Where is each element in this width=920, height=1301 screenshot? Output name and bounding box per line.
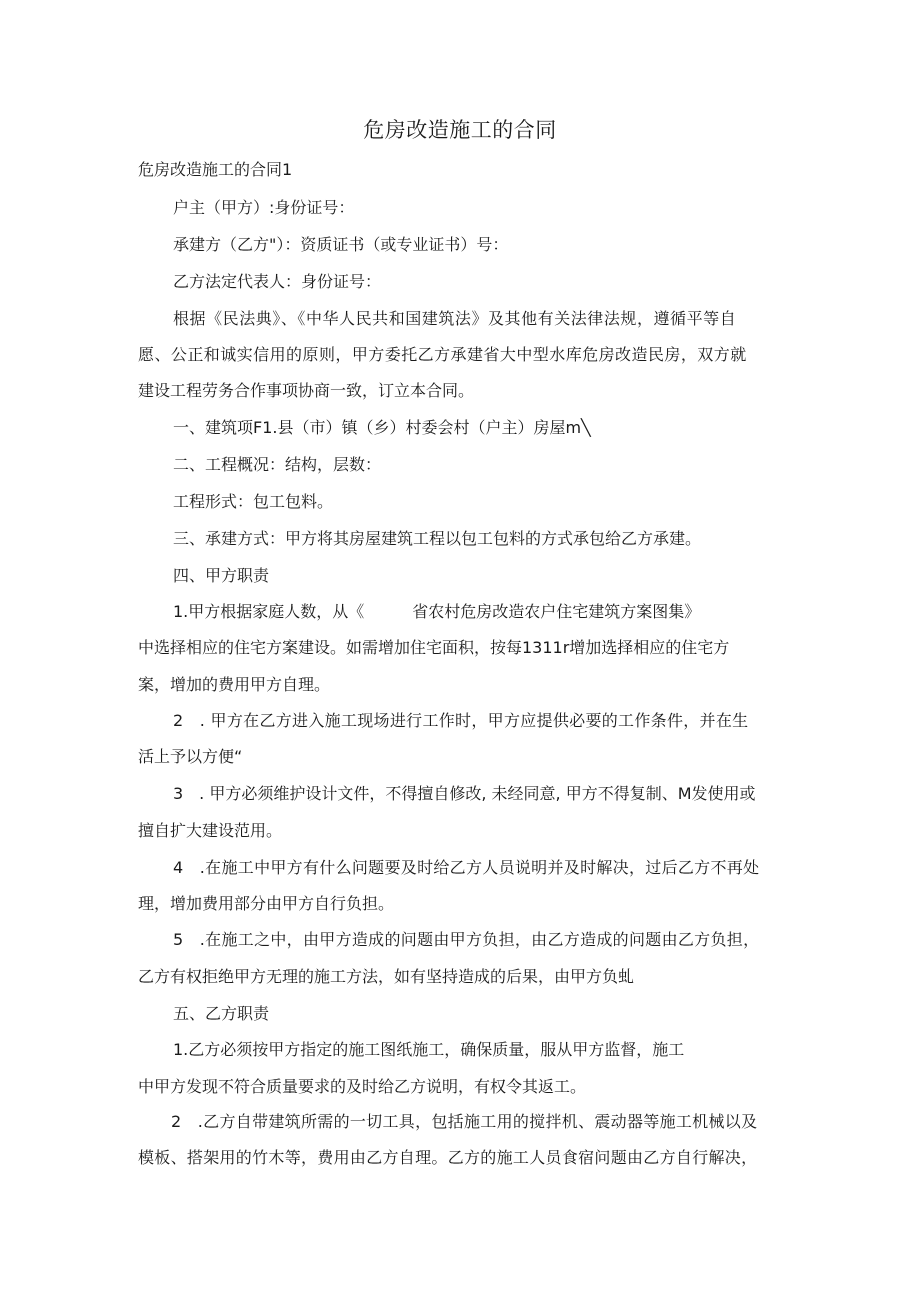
paragraph-line: 中选择相应的住宅方案建设。如需增加住宅面积，按每1311r增加选择相应的住宅方: [138, 638, 730, 657]
paragraph-line: 2 .乙方自带建筑所需的一切工具，包括施工用的搅拌机、震动器等施工机械以及: [171, 1112, 758, 1131]
paragraph-line: 一、建筑项F1.县（市）镇（乡）村委会村（户主）房屋m╲: [173, 418, 591, 437]
paragraph-line: 2 . 甲方在乙方进入施工现场进行工作时，甲方应提供必要的工作条件，并在生: [173, 711, 749, 730]
paragraph-line: 乙方法定代表人：身份证号：: [173, 272, 382, 291]
paragraph-line: 中甲方发现不符合质量要求的及时给乙方说明，有权令其返工。: [138, 1077, 587, 1096]
paragraph-line: 模板、搭架用的竹木等，费用由乙方自理。乙方的施工人员食宿问题由乙方自行解决，: [138, 1148, 758, 1167]
paragraph-line: 1.乙方必须按甲方指定的施工图纸施工，确保质量，服从甲方监督，施工: [173, 1040, 685, 1059]
paragraph-line: 根据《民法典》、《中华人民共和国建筑法》及其他有关法律法规，遵循平等自: [173, 309, 737, 328]
paragraph-line: 1.甲方根据家庭人数，从《 省农村危房改造农户住宅建筑方案图集》: [173, 602, 701, 621]
paragraph-line: 擅自扩大建设范用。: [138, 821, 283, 840]
paragraph-line: 建设工程劳务合作事项协商一致，订立本合同。: [138, 381, 475, 400]
paragraph-line: 工程形式：包工包料。: [173, 492, 334, 511]
paragraph-line: 5 .在施工之中，由甲方造成的问题由甲方负担，由乙方造成的问题由乙方负担，: [173, 930, 760, 949]
paragraph-line: 三、承建方式：甲方将其房屋建筑工程以包工包料的方式承包给乙方承建。: [173, 529, 702, 548]
paragraph-line: 乙方有权拒绝甲方无理的施工方法，如有坚持造成的后果，由甲方负虬: [138, 967, 635, 986]
document-subtitle: 危房改造施工的合同1: [138, 160, 293, 179]
paragraph-line: 二、工程概况：结构，层数：: [173, 455, 382, 474]
paragraph-line: 户主（甲方）:身份证号：: [173, 198, 355, 217]
paragraph-line: 理，增加费用部分由甲方自行负担。: [138, 894, 395, 913]
paragraph-line: 活上予以方便“: [138, 747, 243, 766]
paragraph-line: 愿、公正和诚实信用的原则，甲方委托乙方承建省大中型水库危房改造民房，双方就: [138, 345, 747, 364]
section-heading: 四、甲方职责: [173, 566, 270, 585]
document-title: 危房改造施工的合同: [363, 118, 557, 142]
section-heading: 五、乙方职责: [173, 1004, 270, 1023]
paragraph-line: 承建方（乙方"）：资质证书（或专业证书）号：: [173, 235, 509, 254]
paragraph-line: 4 .在施工中甲方有什么问题要及时给乙方人员说明并及时解决，过后乙方不再处: [173, 858, 760, 877]
paragraph-line: 案，增加的费用甲方自理。: [138, 675, 331, 694]
paragraph-line: 3 . 甲方必须维护设计文件，不得擅自修改, 未经同意, 甲方不得复制、M发使用或: [173, 784, 756, 803]
